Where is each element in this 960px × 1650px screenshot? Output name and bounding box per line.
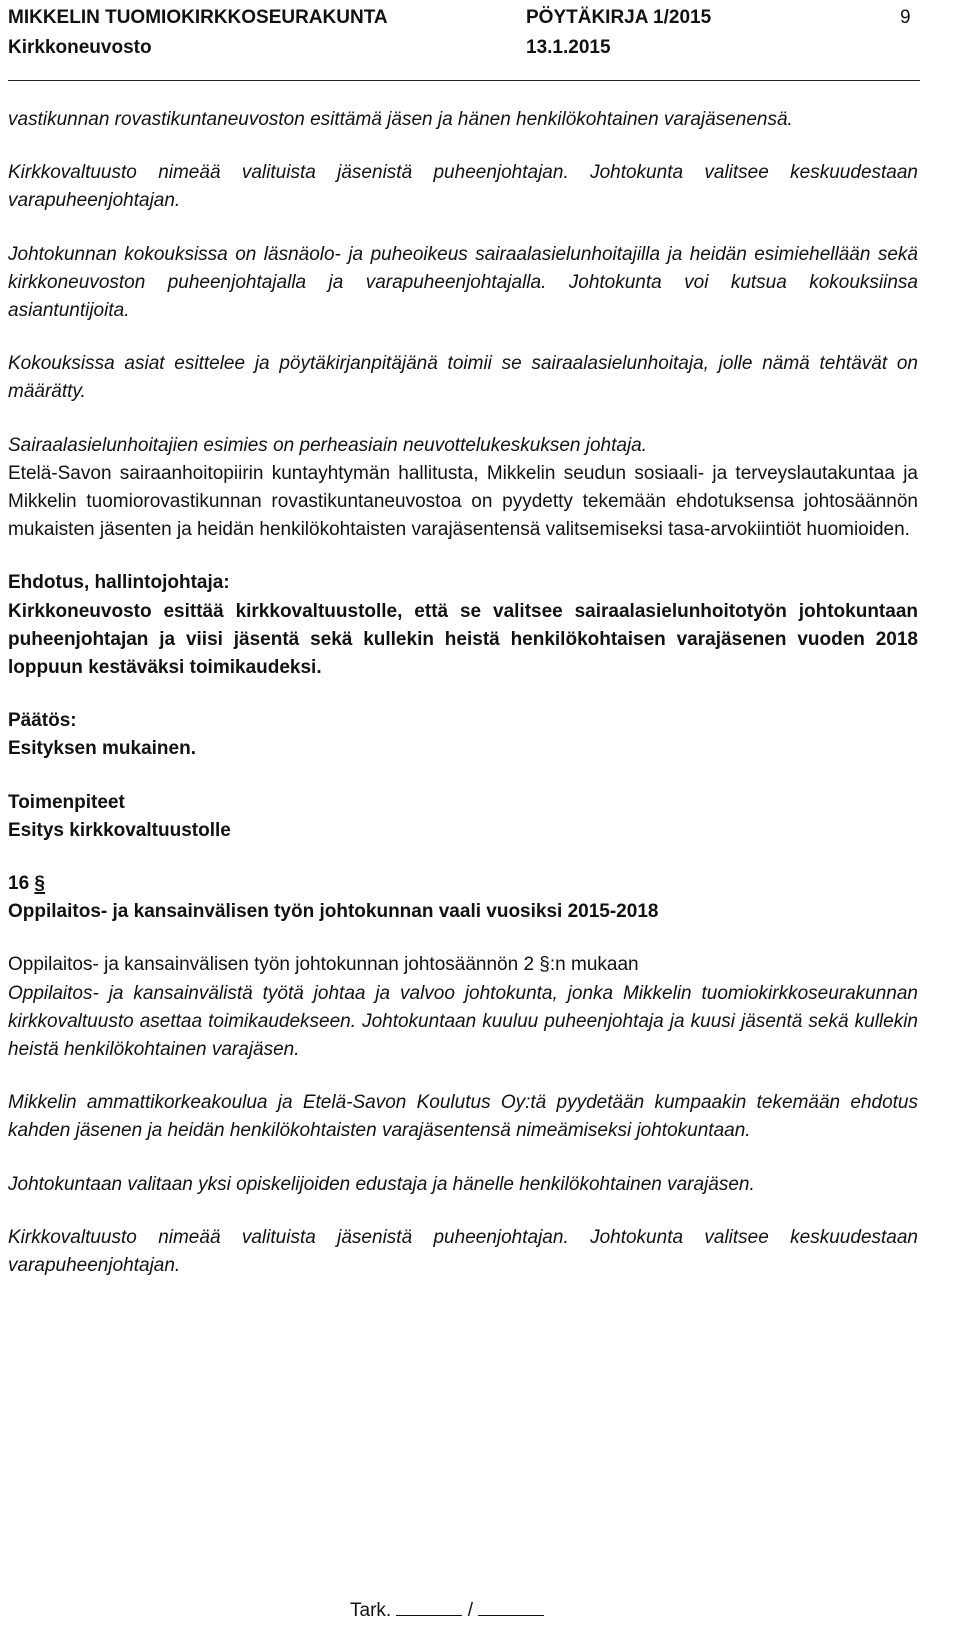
actions-text: Esitys kirkkovaltuustolle (8, 819, 231, 841)
review-blank-1 (396, 1597, 462, 1616)
review-footer (350, 1597, 544, 1625)
document-title: PÖYTÄKIRJA 1/2015 (526, 7, 712, 28)
paragraph: Etelä-Savon sairaanhoitopiirin kuntayhtymän hallitusta, Mikkelin seudun sosiaali- ja terveyslautakuntaa ja Mikkelin tuomiorovastikunnan rovastikuntaneuvostoa on pyydetty tekemään ehdotuksensa johtosäännön mukaisten jäsenten ja heidän henkilökohtaisten varajäsentensä valitsemiseksi tasa-arvokiintiöt huomioiden. (8, 462, 918, 541)
paragraph: Johtokuntaan valitaan yksi opiskelijoiden edustaja ja hänelle henkilökohtainen varajäsen. (8, 1173, 755, 1195)
paragraph: Mikkelin ammattikorkeakoulua ja Etelä-Savon Koulutus Oy:tä pyydetään kumpaakin tekemään ehdotus kahden jäsenen ja heidän henkilökohtaisten varajäsentensä nimeämiseksi johtokuntaan. (8, 1092, 918, 1142)
decision-text: Esityksen mukainen. (8, 738, 196, 760)
paragraph: Kirkkovaltuusto nimeää valituista jäsenistä puheenjohtajan. Johtokunta valitsee keskuudestaan varapuheenjohtajan. (8, 162, 918, 212)
review-blank-2 (478, 1597, 544, 1616)
review-label: Tark. (350, 1600, 392, 1621)
organization-name: MIKKELIN TUOMIOKIRKKOSEURAKUNTA (8, 7, 388, 28)
page-header (8, 4, 920, 81)
paragraph: vastikunnan rovastikuntaneuvoston esittämä jäsen ja hänen henkilökohtainen varajäsenensä. (8, 109, 793, 130)
rule-text: Oppilaitos- ja kansainvälistä työtä johtaa ja valvoo johtokunta, jonka Mikkelin tuomiokirkkoseurakunnan kirkkovaltuusto asettaa toimikaudekseen. Johtokuntaan kuuluu puheenjohtaja ja kuusi jäsentä sekä kullekin heistä henkilökohtainen varajäsen. (8, 982, 918, 1061)
paragraph: Kokouksissa asiat esittelee ja pöytäkirjanpitäjänä toimii se sairaalasielunhoitaja, jolle nämä tehtävät on määrätty. (8, 353, 918, 403)
document-body (8, 106, 918, 1305)
proposal-heading: Ehdotus, hallintojohtaja: (8, 572, 230, 594)
paragraph: Kirkkovaltuusto nimeää valituista jäsenistä puheenjohtajan. Johtokunta valitsee keskuudestaan varapuheenjohtajan. (8, 1226, 918, 1277)
rule-intro: Oppilaitos- ja kansainvälisen työn johtokunnan johtosäännön 2 §:n mukaan (8, 954, 639, 976)
actions-heading: Toimenpiteet (8, 791, 125, 813)
decision-heading: Päätös: (8, 710, 77, 732)
section-number (8, 870, 918, 898)
paragraph: Sairaalasielunhoitajien esimies on perheasiain neuvottelukeskuksen johtaja. (8, 434, 648, 456)
page-number: 9 (900, 7, 911, 28)
review-separator: / (467, 1600, 474, 1621)
section-title: Oppilaitos- ja kansainvälisen työn johtokunnan vaali vuosiksi 2015-2018 (8, 901, 659, 923)
section-number-value: 16 (8, 873, 30, 895)
section-symbol: § (34, 873, 45, 895)
document-date: 13.1.2015 (526, 37, 611, 58)
proposal-text: Kirkkoneuvosto esittää kirkkovaltuustolle, että se valitsee sairaalasielunhoitotyön johtokuntaan puheenjohtajan ja viisi jäsentä sekä kullekin heistä henkilökohtaisen varajäsenen vuoden 2018 loppuun kestäväksi toimikaudeksi. (8, 600, 918, 679)
paragraph: Johtokunnan kokouksissa on läsnäolo- ja puheoikeus sairaalasielunhoitajilla ja heidän esimiehellään sekä kirkkoneuvoston puheenjohtajalla ja varapuheenjohtajalla. Johtokunta voi kutsua kokouksiinsa asiantuntijoita. (8, 243, 918, 322)
body-name: Kirkkoneuvosto (8, 37, 152, 58)
